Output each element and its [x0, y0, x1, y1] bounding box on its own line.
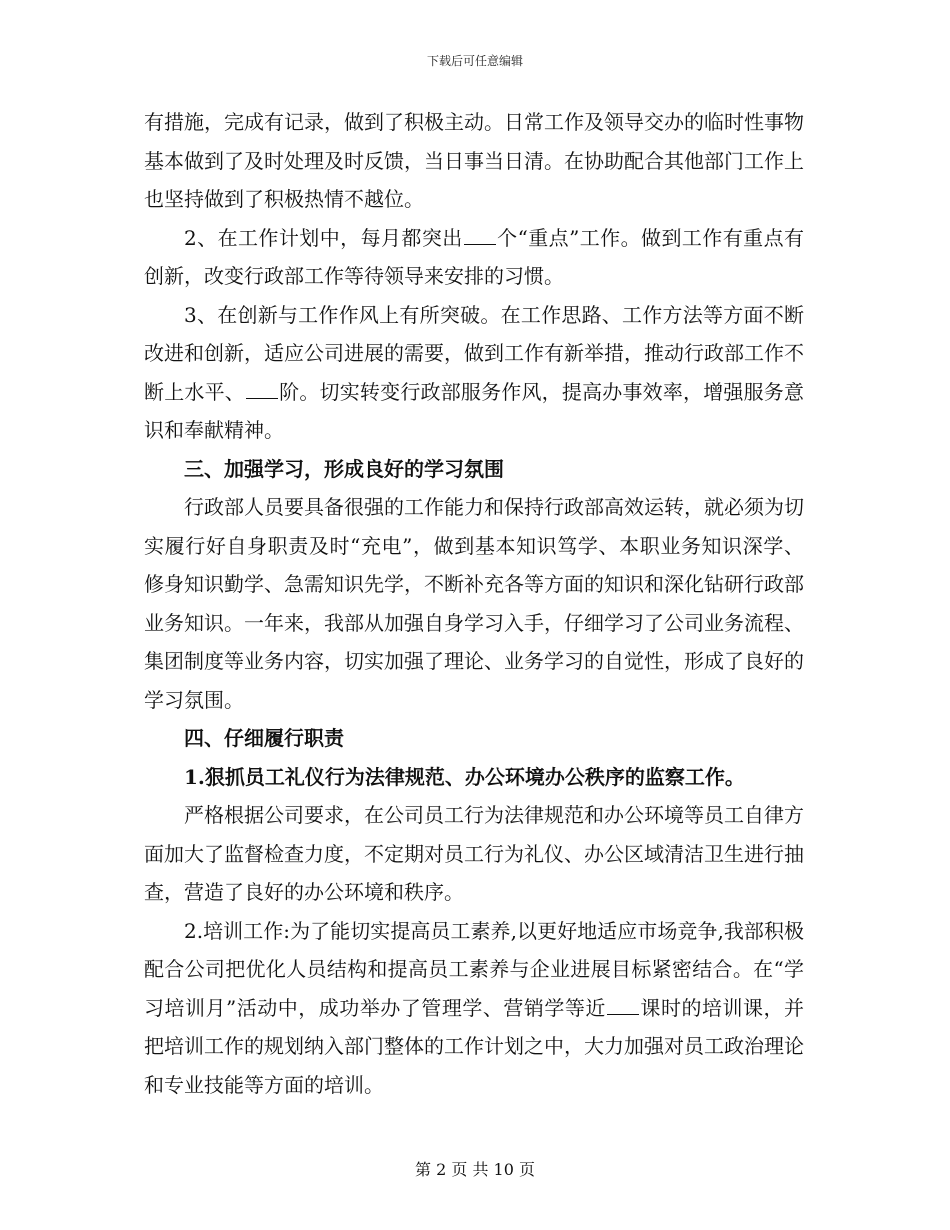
subheading-1: 1.狠抓员工礼仪行为法律规范、办公环境办公秩序的监察工作。	[184, 764, 745, 789]
paragraph-4: 行政部人员要具备很强的工作能力和保持行政部高效运转，就必须为切实履行好自身职责及时“充电”，做到基本知识笃学、本职业务知识深学、修身知识勤学、急需知识先学，不断补充各等方面的知识和深化钻研行政部业务知识。一年来，我部从加强自身学习入手，仔细学习了公司业务流程、集团制度等业务内容，切实加强了理论、业务学习的自觉性，形成了良好的学习氛围。	[144, 495, 804, 712]
section-heading-4: 四、仔细履行职责	[184, 726, 344, 750]
paragraph-6: 2.培训工作:为了能切实提高员工素养,以更好地适应市场竞争,我部积极配合公司把优化人员结构和提高员工素养与企业进展目标紧密结合。在“学习培训月”活动中，成功举办了管理学、营销学等近 课时的培训课，并把培训工作的规划纳入部门整体的工作计划之中，大力加强对员工政治理论和专业技能等方面的培训。	[144, 918, 804, 1097]
paragraph-1: 有措施，完成有记录，做到了积极主动。日常工作及领导交办的临时性事物基本做到了及时处理及时反馈，当日事当日清。在协助配合其他部门工作上也坚持做到了积极热情不越位。	[144, 110, 804, 211]
paragraph-5: 严格根据公司要求，在公司员工行为法律规范和办公环境等员工自律方面加大了监督检查力度，不定期对员工行为礼仪、办公区域清洁卫生进行抽查，营造了良好的办公环境和秩序。	[144, 803, 804, 904]
page-number: 第 2 页 共 10 页	[415, 1160, 535, 1179]
fill-blank	[246, 380, 278, 399]
paragraph-3: 3、在创新与工作作风上有所突破。在工作思路、工作方法等方面不断改进和创新，适应公司进展的需要，做到工作有新举措，推动行政部工作不断上水平、 阶。切实转变行政部服务作风，提高办事效率，增强服务意识和奉献精神。	[144, 302, 805, 442]
document-body	[144, 103, 804, 1104]
page-header: 下载后可任意编辑	[426, 54, 523, 68]
paragraph-2: 2、在工作计划中，每月都突出 个“重点”工作。做到工作有重点有创新，改变行政部工作等待领导来安排的习惯。	[144, 225, 805, 288]
fill-blank	[607, 996, 639, 1015]
fill-blank	[464, 226, 496, 245]
section-heading-3: 三、加强学习，形成良好的学习氛围	[184, 456, 504, 481]
